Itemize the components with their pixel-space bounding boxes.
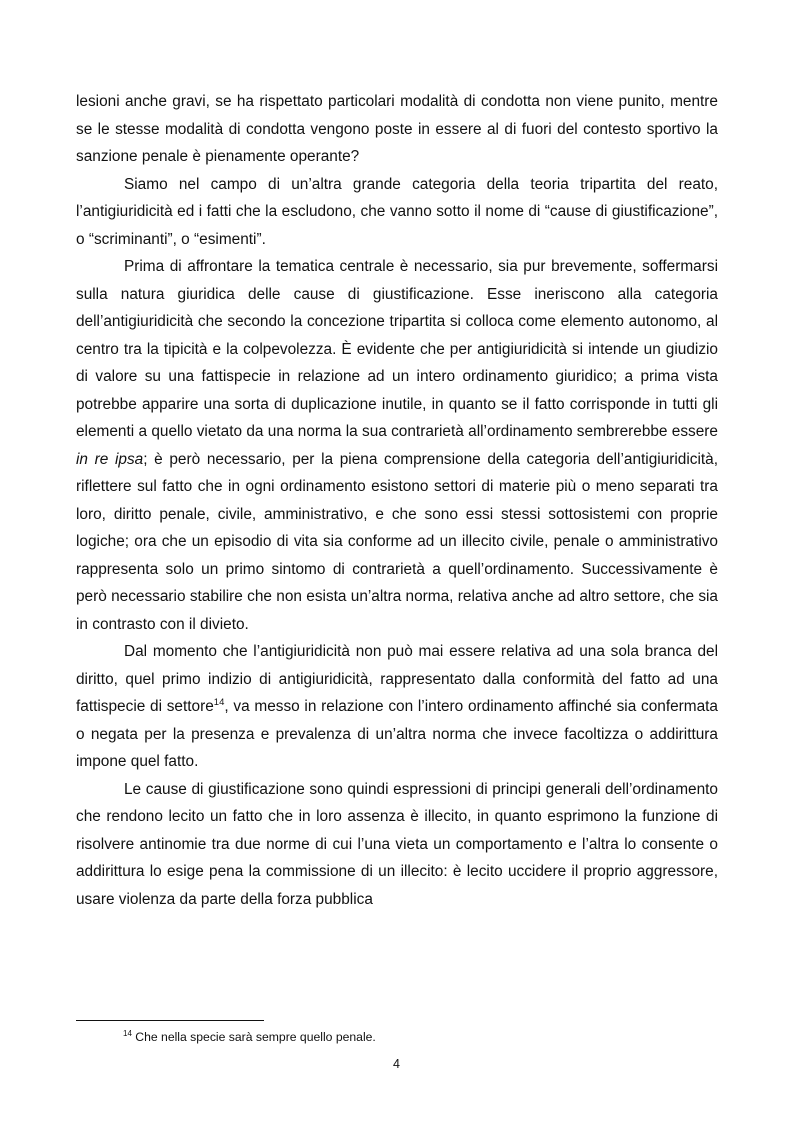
paragraph-5-text: Le cause di giustificazione sono quindi espressioni di principi generali dell’ordinamento che rendono lecito un fatto che in loro assenza è illecito, in quanto esprimono la funzione di risolvere antinomie tra due norme di cui l’una vieta un comportamento e l’altra lo consente o addirittura lo esige pena la commissione di un illecito: è lecito uccidere il proprio aggressore, usare violenza da parte della forza pubblica xyxy=(76,780,718,908)
footnote-reference[interactable]: 14 xyxy=(213,697,225,708)
latin-phrase-in-re-ipsa: in re ipsa xyxy=(76,450,144,468)
paragraph-4-text-start: Dal momento che l’antigiuridicità non può mai essere relativa ad una sola branca del diritto, quel primo indizio di antigiuridicità, rappresentato dalla conformità del fatto ad una fattispecie di settore xyxy=(76,643,718,715)
paragraph-3 xyxy=(76,253,718,638)
paragraph-1 xyxy=(76,88,718,171)
paragraph-2-text: Siamo nel campo di un’altra grande categoria della teoria tripartita del reato, l’antigiuridicità ed i fatti che la escludono, che vanno sotto il nome di “cause di giustificazione”, o “scriminanti”, o “esimenti”. xyxy=(76,175,718,248)
paragraph-2 xyxy=(76,171,718,254)
paragraph-1-text: lesioni anche gravi, se ha rispettato particolari modalità di condotta non viene punito, mentre se le stesse modalità di condotta vengono poste in essere al di fuori del contesto sportivo la sanzione penale è pienamente operante? xyxy=(76,93,718,165)
body-text xyxy=(76,88,718,913)
footnote-number: 14 xyxy=(123,1029,132,1038)
footnote xyxy=(123,1030,376,1044)
paragraph-5 xyxy=(76,776,718,914)
paragraph-4 xyxy=(76,638,718,776)
paragraph-4-text-end: , va messo in relazione con l’intero ordinamento affinché sia confermata o negata per la presenza e prevalenza di un’altra norma che invece facoltizza o addirittura impone quel fatto. xyxy=(76,698,718,770)
paragraph-3-text-end: ; è però necessario, per la piena comprensione della categoria dell’antigiuridicità, riflettere sul fatto che in ogni ordinamento esistono settori di materie più o meno separati tra loro, diritto penale, civile, amministrativo, e che sono essi stessi sottosistemi con proprie logiche; ora che un episodio di vita sia conforme ad un illecito civile, penale o amministrativo rappresenta solo un primo sintomo di contrarietà a quell’ordinamento. Successivamente è però necessario stabilire che non esista un’altra norma, relativa anche ad altro settore, che sia in contrasto con il divieto. xyxy=(76,450,719,633)
page-number: 4 xyxy=(393,1057,400,1071)
footnote-divider xyxy=(76,1020,264,1021)
paragraph-3-text-start: Prima di affrontare la tematica centrale è necessario, sia pur brevemente, soffermarsi sulla natura giuridica delle cause di giustificazione. Esse ineriscono alla categoria dell’antigiuridicità che secondo la concezione tripartita si colloca come elemento autonomo, al centro tra la tipicità e la colpevolezza. È evidente che per antigiuridicità si intende un giudizio di valore su una fattispecie in relazione ad un intero ordinamento giuridico; a prima vista potrebbe apparire una sorta di duplicazione inutile, in quanto se il fatto corrisponde in tutti gli elementi a quello vietato da una norma la sua contrarietà all’ordinamento sembrerebbe essere xyxy=(76,258,718,440)
footnote-text: Che nella specie sarà sempre quello penale. xyxy=(135,1030,376,1044)
